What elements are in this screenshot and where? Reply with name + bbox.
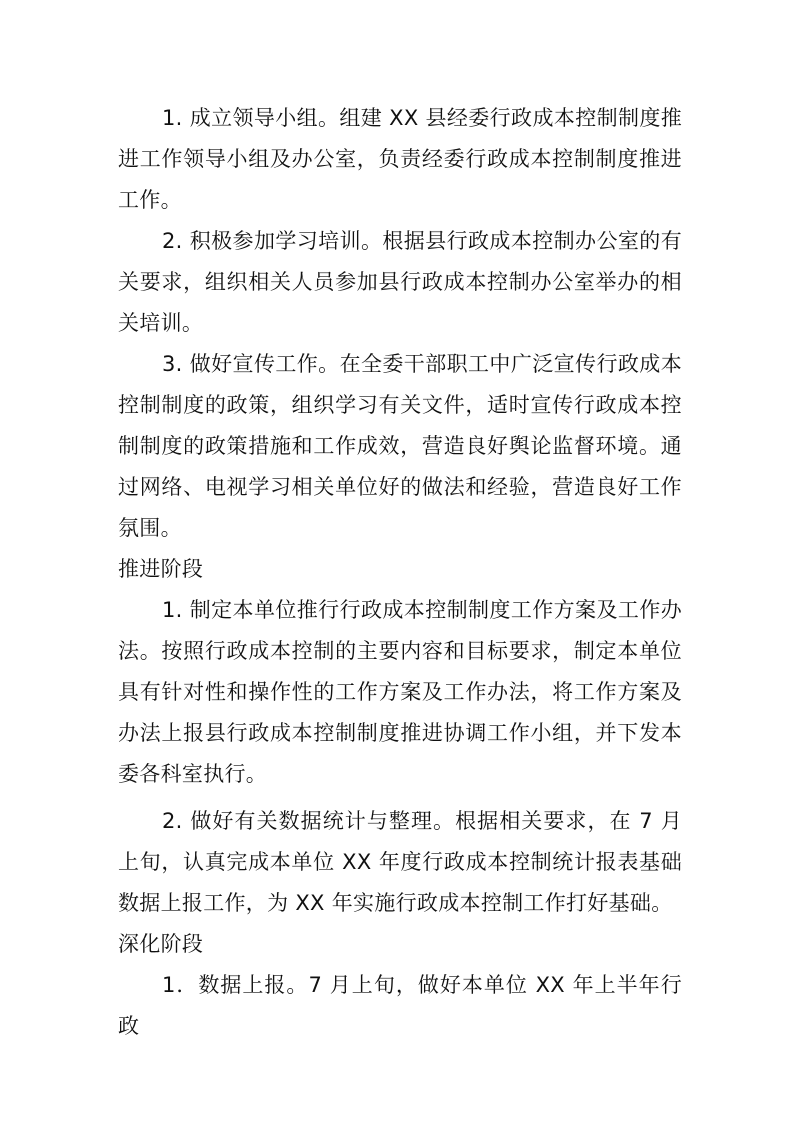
section-heading-deepening-stage: 深化阶段 xyxy=(118,932,204,956)
section-heading-promotion-stage: 推进阶段 xyxy=(118,557,204,581)
document-body xyxy=(118,98,682,1047)
paragraph-training: 2. 积极参加学习培训。根据县行政成本控制办公室的有关要求，组织相关人员参加县行政成本控制办公室举办的相关培训。 xyxy=(118,229,682,335)
paragraph-publicity: 3. 做好宣传工作。在全委干部职工中广泛宣传行政成本控制制度的政策，组织学习有关文件，适时宣传行政成本控制制度的政策措施和工作成效，营造良好舆论监督环境。通过网络、电视学习相关单位好的做法和经验，营造良好工作氛围。 xyxy=(118,352,682,540)
paragraph-data-reporting: 1．数据上报。7 月上旬，做好本单位 XX 年上半年行政 xyxy=(118,973,682,1038)
paragraph-data-statistics: 2. 做好有关数据统计与整理。根据相关要求，在 7 月上旬，认真完成本单位 XX 年度行政成本控制统计报表基础数据上报工作，为 XX 年实施行政成本控制工作打好基础。 xyxy=(118,809,682,915)
paragraph-leadership-group: 1. 成立领导小组。组建 XX 县经委行政成本控制制度推进工作领导小组及办公室，负责经委行政成本控制制度推进工作。 xyxy=(118,106,682,212)
paragraph-work-plan: 1. 制定本单位推行行政成本控制制度工作方案及工作办法。按照行政成本控制的主要内容和目标要求，制定本单位具有针对性和操作性的工作方案及工作办法，将工作方案及办法上报县行政成本控制制度推进协调工作小组，并下发本委各科室执行。 xyxy=(118,598,682,786)
